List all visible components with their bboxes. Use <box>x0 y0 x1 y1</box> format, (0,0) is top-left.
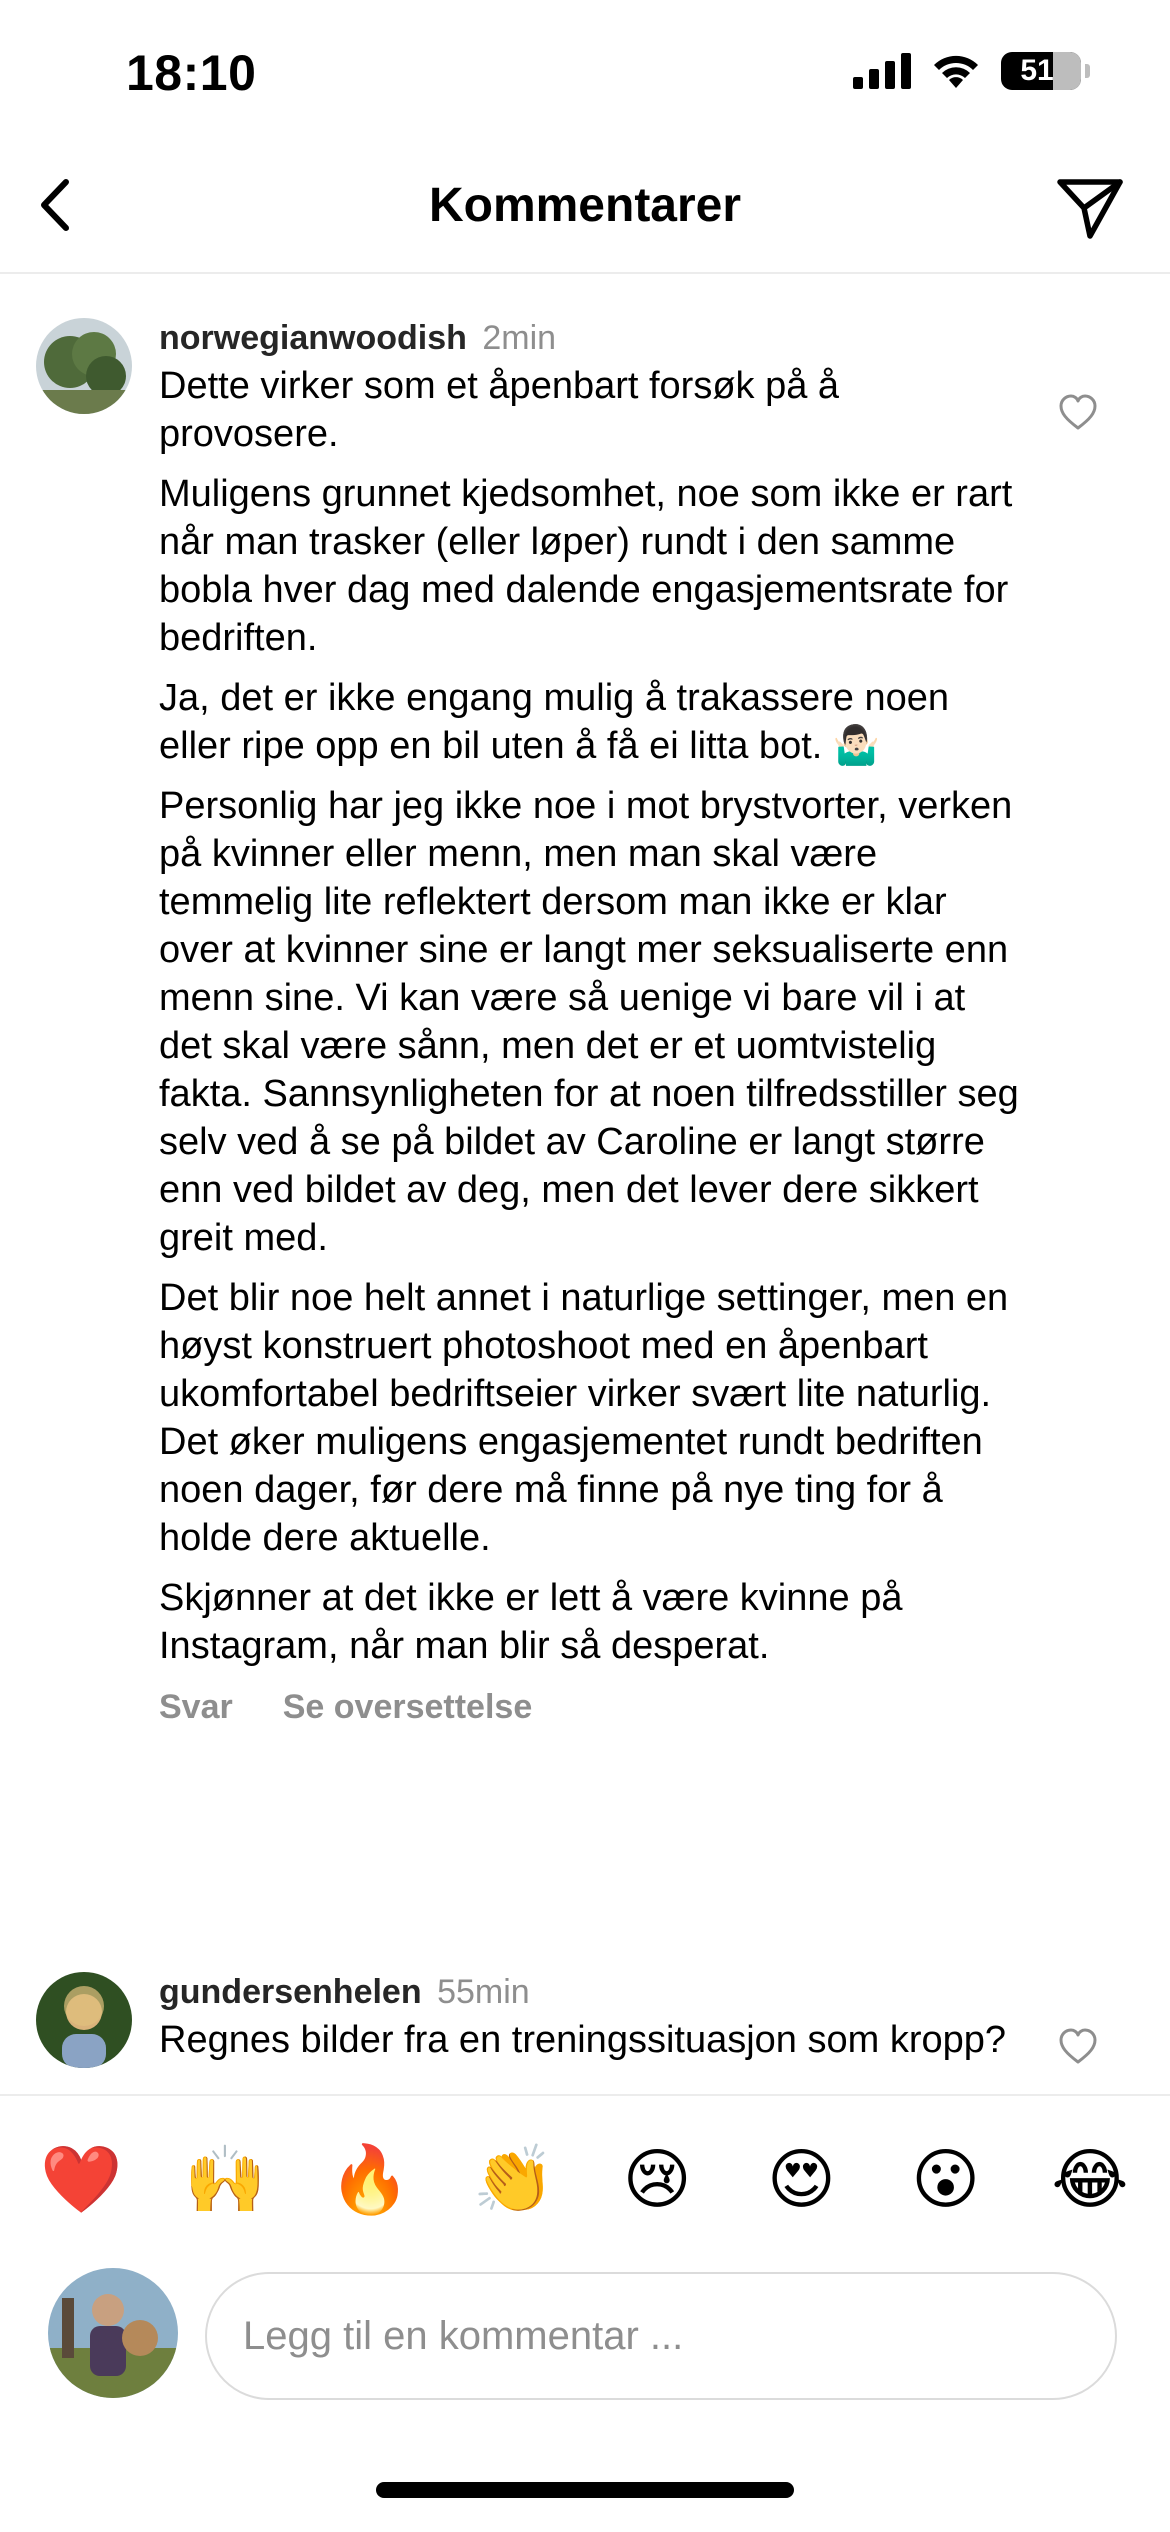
status-icons <box>853 52 1090 90</box>
comment-meta <box>159 1972 1019 2012</box>
comment-paragraph: Dette virker som et åpenbart forsøk på å provosere. <box>159 365 840 455</box>
comment-input-bar <box>0 2264 1170 2404</box>
home-indicator[interactable] <box>376 2482 794 2498</box>
like-button[interactable] <box>1054 390 1102 438</box>
wifi-icon <box>931 52 981 90</box>
see-translation-button[interactable]: Se oversettelse <box>282 1688 533 1726</box>
page-title: Kommentarer <box>428 179 742 232</box>
emoji-heart[interactable]: ❤️ <box>40 2141 123 2218</box>
comment-paragraph: Muligens grunnet kjedsomhet, noe som ikke er rart når man trasker (eller løper) rundt i den samme bobla hver dag med dalende engasjementsrate for bedriften. <box>159 473 1013 659</box>
emoji-clapping[interactable]: 👏 <box>472 2141 556 2218</box>
emoji-fire[interactable]: 🔥 <box>328 2141 411 2218</box>
comment-paragraph: Det blir noe helt annet i naturlige settinger, men en høyst konstruert photoshoot med en åpenbart ukomfortabel bedriftseier virker svært lite naturlig. Det øker muligens engasjementet rundt bedriften noen dager, før dere må finne på nye ting for å holde dere aktuelle. <box>159 1277 1009 1559</box>
battery-icon <box>1001 52 1081 90</box>
battery-cap <box>1085 64 1090 78</box>
comment-paragraph: Regnes bilder fra en treningssituasjon som kropp? <box>159 2019 1007 2061</box>
emoji-heart-eyes[interactable]: 😍 <box>767 2141 836 2218</box>
emoji-crying[interactable]: 😢 <box>622 2141 692 2218</box>
emoji-raised-hands[interactable]: 🙌 <box>184 2141 267 2218</box>
avatar[interactable] <box>36 1972 132 2068</box>
tree-photo-icon <box>36 318 132 414</box>
status-bar <box>0 0 1170 150</box>
comment-username[interactable]: norwegianwoodish <box>159 319 467 357</box>
heart-icon <box>1058 393 1098 433</box>
like-button[interactable] <box>1054 2024 1102 2072</box>
avatar[interactable] <box>36 318 132 414</box>
comment-paragraph: Skjønner at det ikke er lett å være kvinne på Instagram, når man blir så desperat. <box>159 1577 903 1667</box>
comment-input[interactable] <box>205 2272 1117 2400</box>
comment-text <box>159 2016 1019 2064</box>
comment-paragraph: Personlig har jeg ikke noe i mot brystvorter, verken på kvinner eller menn, men man skal være temmelig lite reflektert dersom man ikke er klar over at kvinner sine er langt mer seksualiserte enn menn sine. Vi kan være så uenige vi bare vil i at det skal være sånn, men det er et uomtvistelig fakta. Sannsynligheten for at noen tilfredsstiller seg selv ved å se på bildet av Caroline er langt større enn ved bildet av deg, men det lever dere sikkert greit med. <box>159 785 1019 1259</box>
header <box>0 150 1170 274</box>
comment-username[interactable]: gundersenhelen <box>159 1973 422 2011</box>
person-photo-icon <box>48 2268 178 2398</box>
emoji-laughing[interactable]: 😂 <box>1051 2141 1129 2218</box>
paper-plane-icon <box>1050 168 1130 248</box>
emoji-reaction-bar <box>0 2094 1170 2264</box>
comment-time: 55min <box>437 1973 530 2011</box>
person-photo-icon <box>36 1972 132 2068</box>
comment-body <box>159 318 1019 1727</box>
comment-body <box>159 1972 1019 2076</box>
battery-level: 51 <box>1020 54 1054 87</box>
comment-actions <box>159 1688 1019 1727</box>
current-user-avatar <box>48 2268 178 2398</box>
comments-list <box>0 276 1170 2094</box>
cellular-signal-icon <box>853 53 911 89</box>
comment-time: 2min <box>482 319 557 357</box>
comment-text <box>159 362 1019 1670</box>
comment-meta <box>159 318 1019 358</box>
emoji-surprised[interactable]: 😮 <box>911 2141 981 2218</box>
reply-button[interactable]: Svar <box>159 1688 233 1726</box>
share-button[interactable] <box>1050 168 1130 248</box>
heart-icon <box>1058 2027 1098 2067</box>
status-time: 18:10 <box>126 45 257 101</box>
comment-paragraph: Ja, det er ikke engang mulig å trakassere noen eller ripe opp en bil uten å få ei litta bot. 🤷🏻‍♂️ <box>159 677 950 767</box>
